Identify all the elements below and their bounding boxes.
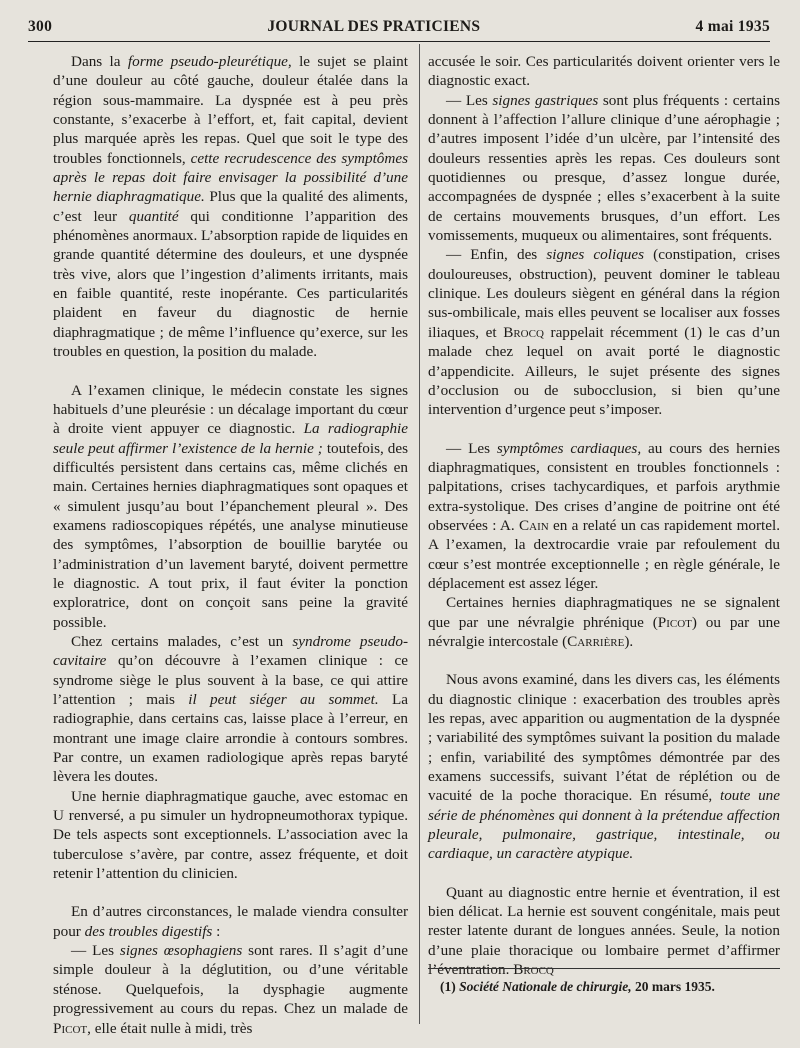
journal-title: JOURNAL DES PRATICIENS bbox=[267, 18, 481, 35]
paragraph-digestive-troubles: En d’autres circonstances, le malade viendra consulter pour des troubles digestifs : bbox=[53, 903, 408, 940]
paragraph-cardiac-symptoms: — Les symptômes cardiaques, au cours des hernies diaphragmatiques, consistent en troubles fonctionnels : palpitations, crises tachycardiques, et parfois arythmie extra-systolique. Des crises d’angine de poitrine ont été observées : A. Cain en a relaté un cas rapidement mortel. A l’examen, la dextrocardie vraie par refoulement du cœur s’est montrée exceptionnelle ; en règle générale, le déplacement est assez léger. bbox=[428, 439, 781, 592]
header-rule bbox=[28, 41, 770, 42]
column-divider bbox=[419, 44, 420, 1024]
paragraph-summary: Nous avons examiné, dans les divers cas, les éléments du diagnostic clinique : exacerbation des troubles après les repas, avec apparition ou augmentation de la dyspnée ; variabilité des symptômes suivant la position du malade ; enfin, variabilité des symptômes démontrée par des examens successifs, suivant l’état de réplétion ou de vacuité de la poche thoracique. En résumé, toute une série de phénomènes qui donnent à la prétendue affection pleurale, pulmonaire, gastrique, intestinale, ou cardiaque, un caractère atypique. bbox=[428, 671, 780, 863]
page-header bbox=[28, 14, 770, 40]
left-column bbox=[53, 52, 408, 1038]
paragraph-neuralgia: Certaines hernies diaphragmatiques ne se signalent que par une névralgie phrénique (Picot) ou par une névralgie intercostale (Carrière). bbox=[428, 594, 780, 650]
paragraph-clinical-exam: A l’examen clinique, le médecin constate les signes habituels d’une pleurésie : un décalage important du cœur à droite vient appuyer ce diagnostic. La radiographie seule peut affirmer l’existence de la hernie ; toutefois, des difficultés persistent dans certains cas, même clichés en main. Certaines hernies diaphragmatiques sont opaques et « simulent jusqu’au bout l’épanchement pleural ». Des examens radioscopiques répétés, une analyse minutieuse des symptômes, l’absorption de bouillie barytée ou l’administration d’un lavement baryté, doivent permettre le diagnostic. A tout prix, il faut éviter la ponction exploratrice, dont on conçoit sans peine la gravité possible. bbox=[53, 381, 408, 631]
paragraph-gastric-signs: — Les signes gastriques sont plus fréquents : certains donnent à l’affection l’allure clinique d’une aérophagie ; d’autres imposent l’idée d’un ulcère, par l’intensité des douleurs ressenties après les repas. Ces douleurs sont quotidiennes ou presque, d’assez longue durée, accompagnées de dyspnée ; elles s’exacerbent à la suite de certains mouvements brusques, d’un effort. Les vomissements, muqueux ou alimentaires, sont fréquents. bbox=[428, 91, 780, 245]
page-number: 300 bbox=[28, 18, 53, 35]
paragraph-pseudo-cavitary-syndrome: Chez certains malades, c’est un syndrome pseudo-cavitaire qu’on découvre à l’examen clinique : ce syndrome siège le plus souvent à la base, ce qui attire l’attention ; mais il peut siéger au sommet. La radiographie, dans certains cas, laisse place à l’erreur, en montrant une image claire arrondie à contours sombres. Par contre, un examen radiologique après repas baryté lèvera les doutes. bbox=[53, 632, 408, 786]
issue-date: 4 mai 1935 bbox=[695, 18, 770, 35]
footnote-rule bbox=[428, 968, 780, 969]
paragraph-pseudo-pleural-form: Dans la forme pseudo-pleurétique, le sujet se plaint d’une douleur au côté gauche, douleur étalée dans la région sous-mammaire. La dyspnée est à peu près constante, s’exacerbe à l’effort, et, fait capital, devient plus marquée après les repas. Quel que soit le type des troubles fonctionnels, cette recrudescence des symptômes après le repas doit faire envisager la possibilité d’une hernie diaphragmatique. Plus que la qualité des aliments, c’est leur quantité qui conditionne l’apparition des phénomènes anormaux. L’absorption rapide de liquides en grande quantité détermine des douleurs, et une dyspnée très vive, alors que l’ingestion d’aliments irritants, mais en faible quantité, reste inopérante. Ces particularités plaident en faveur du diagnostic de hernie diaphragmatique ; de même l’influence qu’exerce, sur les troubles en question, la position du malade. bbox=[53, 53, 409, 361]
footnote: (1) Société Nationale de chirurgie, 20 mars 1935. bbox=[440, 979, 715, 994]
paragraph-hernia-vs-eventration: Quant au diagnostic entre hernie et éventration, il est bien délicat. La hernie est souvent congénitale, mais peut rester latente durant de longues années. Seule, la notion d’une plaie thoracique ou lombaire permet d’affirmer l’éventration. Brocq bbox=[428, 883, 780, 979]
paragraph-colic-signs: — Enfin, des signes coliques (constipation, crises douloureuses, obstruction), peuvent dominer le tableau clinique. Les douleurs siègent en général dans la région sus-ombilicale, mais elles peuvent se localiser aux fosses iliaques, et Brocq rappelait récemment (1) le cas d’un malade chez lequel on avait porté le diagnostic d’appendicite. Ailleurs, le sujet présente des signes d’occlusion ou de subocclusion, si bien qu’une intervention d’urgence peut s’imposer. bbox=[428, 246, 780, 419]
right-column bbox=[428, 52, 780, 979]
paragraph-hydropneumothorax: Une hernie diaphragmatique gauche, avec estomac en U renversé, a pu simuler un hydropneumothorax typique. De tels aspects sont exceptionnels. L’association avec la tuberculose s’avère, par contre, assez fréquente, et doit retenir l’attention du clinicien. bbox=[53, 787, 408, 883]
paragraph-continuation: accusée le soir. Ces particularités doivent orienter vers le diagnostic exact. bbox=[428, 53, 780, 90]
paragraph-oesophageal-signs: — Les signes œsophagiens sont rares. Il s’agit d’une simple douleur à la déglutition, ou d’une véritable sténose. Quelquefois, la dysphagie augmente progressivement au cours du repas. Chez un malade de Picot, elle était nulle à midi, très bbox=[53, 942, 408, 1037]
